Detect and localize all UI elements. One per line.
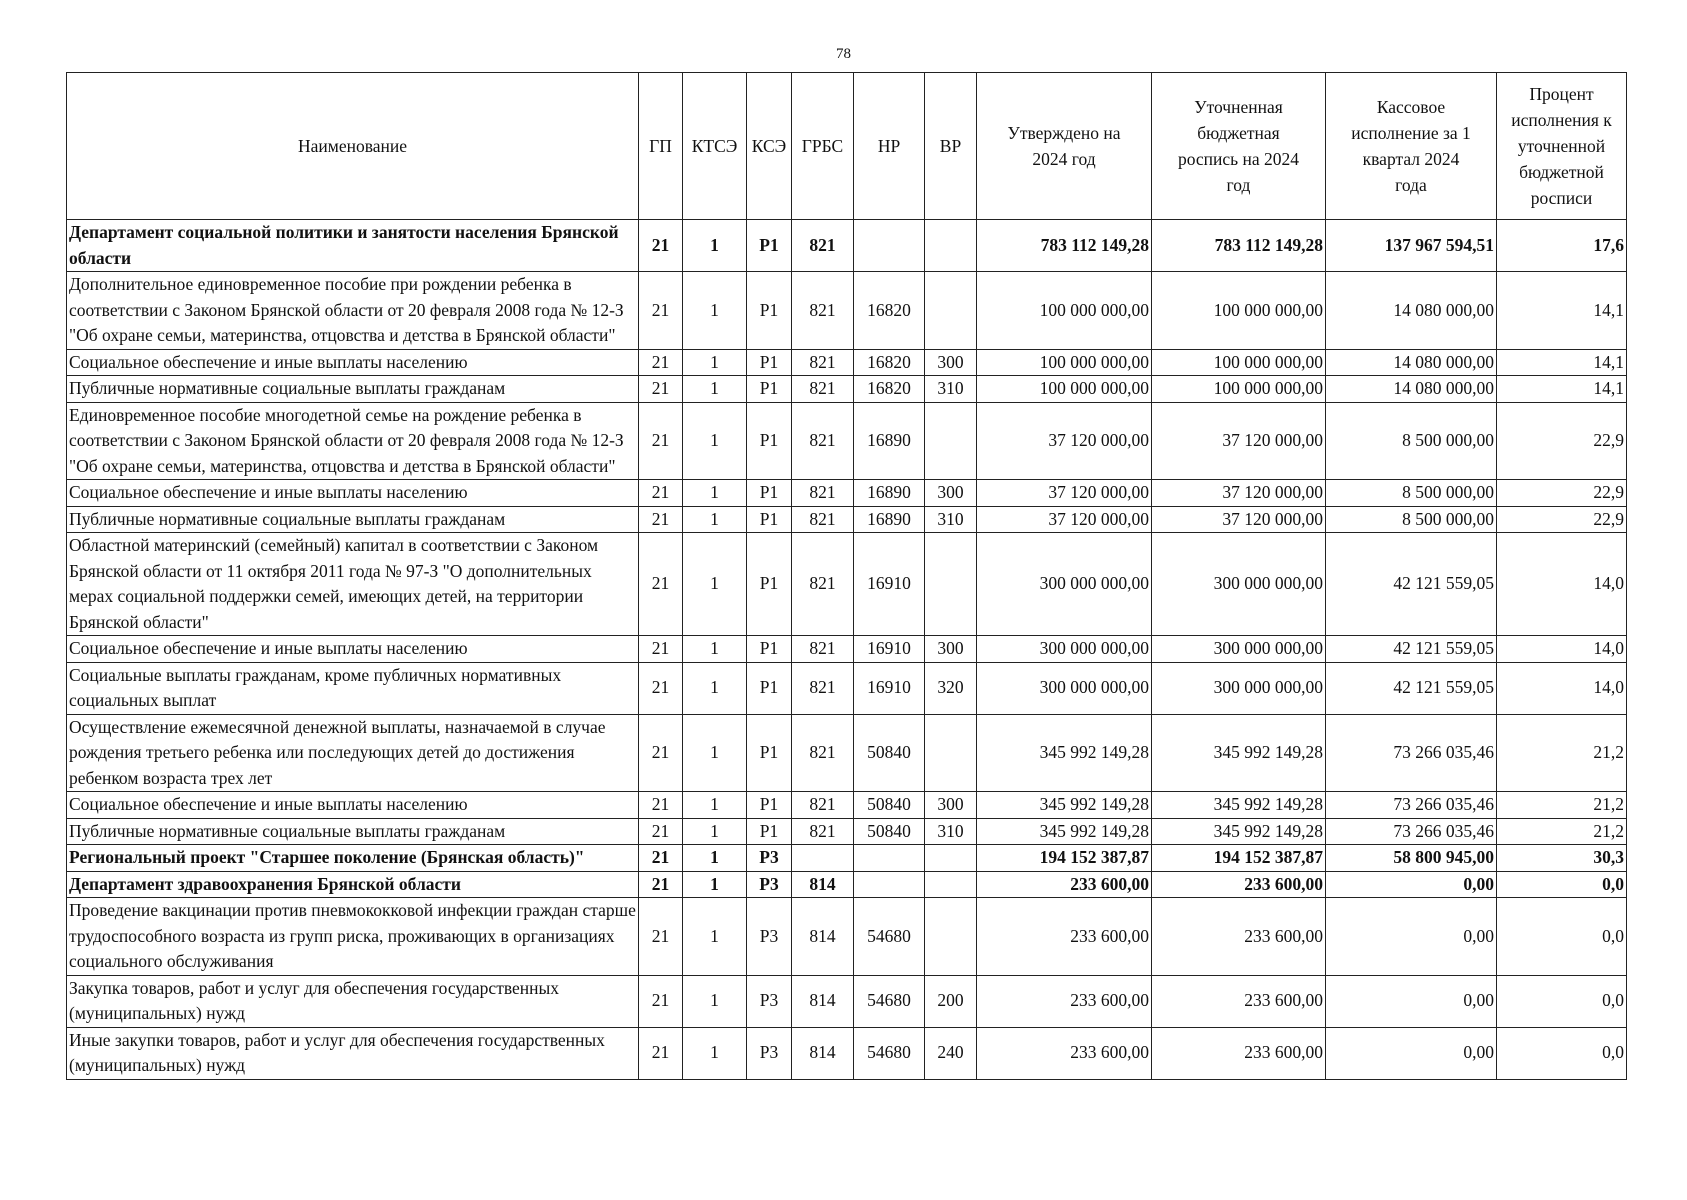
cell-nr: 16890 [854, 506, 925, 533]
cell-percent: 0,0 [1497, 898, 1627, 976]
cell-cash: 14 080 000,00 [1326, 272, 1497, 350]
cell-percent: 14,0 [1497, 533, 1627, 636]
cell-cash: 14 080 000,00 [1326, 376, 1497, 403]
cell-approved: 233 600,00 [977, 898, 1152, 976]
cell-nr: 54680 [854, 975, 925, 1027]
cell-name: Проведение вакцинации против пневмококковой инфекции граждан старше трудоспособного возраста из групп риска, проживающих в организациях социального обслуживания [67, 898, 639, 976]
cell-refined: 233 600,00 [1152, 871, 1326, 898]
cell-gp: 21 [639, 898, 683, 976]
cell-refined: 194 152 387,87 [1152, 845, 1326, 872]
cell-name: Публичные нормативные социальные выплаты гражданам [67, 506, 639, 533]
cell-nr: 16820 [854, 376, 925, 403]
cell-kse: P3 [747, 975, 792, 1027]
cell-cash: 42 121 559,05 [1326, 636, 1497, 663]
cell-grbs: 821 [792, 402, 854, 480]
cell-cash: 8 500 000,00 [1326, 402, 1497, 480]
cell-nr [854, 845, 925, 872]
cell-vr [925, 533, 977, 636]
cell-grbs: 821 [792, 349, 854, 376]
cell-nr: 16910 [854, 662, 925, 714]
cell-vr: 300 [925, 636, 977, 663]
cell-approved: 345 992 149,28 [977, 792, 1152, 819]
cell-approved: 37 120 000,00 [977, 402, 1152, 480]
cell-percent: 21,2 [1497, 714, 1627, 792]
cell-vr [925, 845, 977, 872]
cell-refined: 783 112 149,28 [1152, 220, 1326, 272]
cell-refined: 345 992 149,28 [1152, 792, 1326, 819]
cell-ktse: 1 [683, 272, 747, 350]
cell-nr: 16820 [854, 272, 925, 350]
cell-cash: 137 967 594,51 [1326, 220, 1497, 272]
cell-refined: 100 000 000,00 [1152, 272, 1326, 350]
cell-approved: 194 152 387,87 [977, 845, 1152, 872]
cell-name: Социальное обеспечение и иные выплаты населению [67, 792, 639, 819]
cell-vr: 300 [925, 349, 977, 376]
cell-nr [854, 220, 925, 272]
cell-gp: 21 [639, 376, 683, 403]
cell-cash: 73 266 035,46 [1326, 792, 1497, 819]
cell-ktse: 1 [683, 402, 747, 480]
col-header-gp: ГП [639, 73, 683, 220]
cell-percent: 14,1 [1497, 349, 1627, 376]
cell-grbs: 814 [792, 898, 854, 976]
col-header-kse: КСЭ [747, 73, 792, 220]
table-header [67, 73, 1627, 220]
cell-cash: 0,00 [1326, 1027, 1497, 1079]
cell-ktse: 1 [683, 662, 747, 714]
cell-name: Дополнительное единовременное пособие при рождении ребенка в соответствии с Законом Брянской области от 20 февраля 2008 года № 12-З "Об охране семьи, материнства, отцовства и детства в Брянской области" [67, 272, 639, 350]
cell-percent: 0,0 [1497, 871, 1627, 898]
cell-cash: 73 266 035,46 [1326, 818, 1497, 845]
cell-grbs: 814 [792, 975, 854, 1027]
cell-approved: 300 000 000,00 [977, 662, 1152, 714]
cell-ktse: 1 [683, 845, 747, 872]
cell-gp: 21 [639, 533, 683, 636]
cell-name: Осуществление ежемесячной денежной выплаты, назначаемой в случае рождения третьего ребенка или последующих детей до достижения ребенком возраста трех лет [67, 714, 639, 792]
cell-nr: 50840 [854, 714, 925, 792]
cell-ktse: 1 [683, 376, 747, 403]
cell-cash: 0,00 [1326, 898, 1497, 976]
cell-vr: 310 [925, 818, 977, 845]
cell-gp: 21 [639, 402, 683, 480]
cell-kse: P1 [747, 662, 792, 714]
cell-vr: 310 [925, 506, 977, 533]
cell-ktse: 1 [683, 792, 747, 819]
cell-cash: 14 080 000,00 [1326, 349, 1497, 376]
cell-gp: 21 [639, 506, 683, 533]
cell-vr: 240 [925, 1027, 977, 1079]
cell-grbs: 814 [792, 1027, 854, 1079]
cell-cash: 58 800 945,00 [1326, 845, 1497, 872]
cell-name: Единовременное пособие многодетной семье на рождение ребенка в соответствии с Законом Брянской области от 20 февраля 2008 года № 12-З "Об охране семьи, материнства, отцовства и детства в Брянской области" [67, 402, 639, 480]
table-row [67, 898, 1627, 976]
cell-ktse: 1 [683, 636, 747, 663]
table-row [67, 1027, 1627, 1079]
table-row [67, 845, 1627, 872]
table-row [67, 792, 1627, 819]
table-row [67, 636, 1627, 663]
cell-percent: 22,9 [1497, 506, 1627, 533]
cell-cash: 42 121 559,05 [1326, 662, 1497, 714]
table-row [67, 349, 1627, 376]
cell-approved: 100 000 000,00 [977, 376, 1152, 403]
cell-gp: 21 [639, 662, 683, 714]
budget-table [66, 72, 1627, 1080]
cell-kse: P1 [747, 402, 792, 480]
cell-ktse: 1 [683, 714, 747, 792]
cell-nr: 16910 [854, 533, 925, 636]
cell-grbs [792, 845, 854, 872]
cell-name: Социальное обеспечение и иные выплаты населению [67, 349, 639, 376]
col-header-cash: Кассовое исполнение за 1 квартал 2024 года [1326, 73, 1497, 220]
cell-vr [925, 402, 977, 480]
cell-approved: 233 600,00 [977, 975, 1152, 1027]
cell-ktse: 1 [683, 1027, 747, 1079]
table-row [67, 975, 1627, 1027]
page-number: 78 [836, 46, 851, 62]
cell-percent: 21,2 [1497, 792, 1627, 819]
cell-name: Социальное обеспечение и иные выплаты населению [67, 480, 639, 507]
cell-percent: 14,1 [1497, 272, 1627, 350]
cell-refined: 300 000 000,00 [1152, 636, 1326, 663]
cell-vr [925, 898, 977, 976]
cell-vr: 310 [925, 376, 977, 403]
cell-percent: 0,0 [1497, 975, 1627, 1027]
cell-nr: 16820 [854, 349, 925, 376]
table-row [67, 402, 1627, 480]
cell-name: Иные закупки товаров, работ и услуг для обеспечения государственных (муниципальных) нужд [67, 1027, 639, 1079]
cell-kse: P1 [747, 533, 792, 636]
cell-refined: 233 600,00 [1152, 975, 1326, 1027]
cell-nr: 54680 [854, 1027, 925, 1079]
cell-percent: 14,0 [1497, 636, 1627, 663]
cell-grbs: 821 [792, 220, 854, 272]
cell-kse: P1 [747, 480, 792, 507]
cell-refined: 37 120 000,00 [1152, 506, 1326, 533]
cell-refined: 300 000 000,00 [1152, 662, 1326, 714]
cell-percent: 0,0 [1497, 1027, 1627, 1079]
cell-kse: P3 [747, 845, 792, 872]
cell-kse: P3 [747, 871, 792, 898]
cell-kse: P1 [747, 792, 792, 819]
cell-percent: 21,2 [1497, 818, 1627, 845]
cell-name: Департамент здравоохранения Брянской области [67, 871, 639, 898]
cell-name: Закупка товаров, работ и услуг для обеспечения государственных (муниципальных) нужд [67, 975, 639, 1027]
cell-vr: 300 [925, 792, 977, 819]
cell-kse: P1 [747, 818, 792, 845]
cell-cash: 8 500 000,00 [1326, 480, 1497, 507]
cell-grbs: 821 [792, 636, 854, 663]
cell-percent: 22,9 [1497, 402, 1627, 480]
cell-kse: P1 [747, 376, 792, 403]
cell-name: Публичные нормативные социальные выплаты гражданам [67, 818, 639, 845]
table-row [67, 376, 1627, 403]
cell-nr: 16890 [854, 480, 925, 507]
cell-kse: P1 [747, 506, 792, 533]
cell-approved: 300 000 000,00 [977, 636, 1152, 663]
cell-refined: 100 000 000,00 [1152, 376, 1326, 403]
cell-cash: 42 121 559,05 [1326, 533, 1497, 636]
cell-gp: 21 [639, 975, 683, 1027]
cell-approved: 233 600,00 [977, 1027, 1152, 1079]
cell-gp: 21 [639, 714, 683, 792]
cell-ktse: 1 [683, 480, 747, 507]
cell-approved: 345 992 149,28 [977, 818, 1152, 845]
col-header-nr: НР [854, 73, 925, 220]
cell-gp: 21 [639, 1027, 683, 1079]
cell-grbs: 821 [792, 662, 854, 714]
cell-kse: P1 [747, 349, 792, 376]
cell-ktse: 1 [683, 975, 747, 1027]
cell-nr: 16910 [854, 636, 925, 663]
cell-name: Областной материнский (семейный) капитал в соответствии с Законом Брянской области от 11 октября 2011 года № 97-З "О дополнительных мерах социальной поддержки семей, имеющих детей, на территории Брянской области" [67, 533, 639, 636]
table-row [67, 871, 1627, 898]
col-header-approved: Утверждено на 2024 год [977, 73, 1152, 220]
cell-refined: 345 992 149,28 [1152, 818, 1326, 845]
table-row [67, 714, 1627, 792]
table-row [67, 480, 1627, 507]
cell-approved: 783 112 149,28 [977, 220, 1152, 272]
col-header-grbs: ГРБС [792, 73, 854, 220]
table-row [67, 220, 1627, 272]
cell-vr [925, 871, 977, 898]
cell-refined: 37 120 000,00 [1152, 480, 1326, 507]
cell-ktse: 1 [683, 533, 747, 636]
cell-gp: 21 [639, 272, 683, 350]
cell-grbs: 821 [792, 792, 854, 819]
cell-cash: 73 266 035,46 [1326, 714, 1497, 792]
col-header-ktse: КТСЭ [683, 73, 747, 220]
col-header-refined: Уточненная бюджетная роспись на 2024 год [1152, 73, 1326, 220]
cell-vr: 320 [925, 662, 977, 714]
cell-cash: 8 500 000,00 [1326, 506, 1497, 533]
cell-ktse: 1 [683, 818, 747, 845]
cell-ktse: 1 [683, 220, 747, 272]
cell-approved: 233 600,00 [977, 871, 1152, 898]
cell-percent: 30,3 [1497, 845, 1627, 872]
cell-refined: 37 120 000,00 [1152, 402, 1326, 480]
cell-kse: P1 [747, 220, 792, 272]
cell-name: Департамент социальной политики и занятости населения Брянской области [67, 220, 639, 272]
cell-grbs: 821 [792, 480, 854, 507]
cell-grbs: 814 [792, 871, 854, 898]
cell-gp: 21 [639, 818, 683, 845]
cell-grbs: 821 [792, 272, 854, 350]
cell-gp: 21 [639, 349, 683, 376]
table-row [67, 272, 1627, 350]
cell-nr [854, 871, 925, 898]
cell-nr: 50840 [854, 792, 925, 819]
cell-kse: P1 [747, 714, 792, 792]
cell-refined: 345 992 149,28 [1152, 714, 1326, 792]
cell-approved: 300 000 000,00 [977, 533, 1152, 636]
cell-approved: 100 000 000,00 [977, 272, 1152, 350]
table-row [67, 662, 1627, 714]
cell-vr: 200 [925, 975, 977, 1027]
cell-percent: 14,1 [1497, 376, 1627, 403]
cell-refined: 233 600,00 [1152, 898, 1326, 976]
cell-name: Региональный проект "Старшее поколение (Брянская область)" [67, 845, 639, 872]
col-header-percent: Процент исполнения к уточненной бюджетной росписи [1497, 73, 1627, 220]
cell-percent: 22,9 [1497, 480, 1627, 507]
cell-kse: P3 [747, 1027, 792, 1079]
cell-nr: 54680 [854, 898, 925, 976]
col-header-name: Наименование [67, 73, 639, 220]
cell-name: Социальные выплаты гражданам, кроме публичных нормативных социальных выплат [67, 662, 639, 714]
cell-approved: 100 000 000,00 [977, 349, 1152, 376]
cell-gp: 21 [639, 220, 683, 272]
table-row [67, 506, 1627, 533]
cell-gp: 21 [639, 871, 683, 898]
cell-ktse: 1 [683, 349, 747, 376]
cell-ktse: 1 [683, 506, 747, 533]
cell-nr: 16890 [854, 402, 925, 480]
cell-ktse: 1 [683, 898, 747, 976]
cell-vr [925, 714, 977, 792]
header-row [67, 73, 1627, 220]
cell-gp: 21 [639, 636, 683, 663]
cell-refined: 300 000 000,00 [1152, 533, 1326, 636]
cell-grbs: 821 [792, 818, 854, 845]
cell-kse: P1 [747, 636, 792, 663]
cell-name: Социальное обеспечение и иные выплаты населению [67, 636, 639, 663]
cell-grbs: 821 [792, 714, 854, 792]
cell-cash: 0,00 [1326, 975, 1497, 1027]
cell-nr: 50840 [854, 818, 925, 845]
cell-approved: 345 992 149,28 [977, 714, 1152, 792]
cell-grbs: 821 [792, 533, 854, 636]
cell-approved: 37 120 000,00 [977, 506, 1152, 533]
cell-gp: 21 [639, 480, 683, 507]
cell-vr: 300 [925, 480, 977, 507]
cell-name: Публичные нормативные социальные выплаты гражданам [67, 376, 639, 403]
cell-grbs: 821 [792, 506, 854, 533]
cell-gp: 21 [639, 845, 683, 872]
cell-refined: 233 600,00 [1152, 1027, 1326, 1079]
cell-gp: 21 [639, 792, 683, 819]
cell-percent: 14,0 [1497, 662, 1627, 714]
cell-kse: P3 [747, 898, 792, 976]
cell-vr [925, 272, 977, 350]
cell-cash: 0,00 [1326, 871, 1497, 898]
table-row [67, 533, 1627, 636]
cell-refined: 100 000 000,00 [1152, 349, 1326, 376]
cell-grbs: 821 [792, 376, 854, 403]
col-header-vr: ВР [925, 73, 977, 220]
cell-approved: 37 120 000,00 [977, 480, 1152, 507]
table-row [67, 818, 1627, 845]
table-body [67, 220, 1627, 1080]
cell-vr [925, 220, 977, 272]
cell-percent: 17,6 [1497, 220, 1627, 272]
cell-ktse: 1 [683, 871, 747, 898]
cell-kse: P1 [747, 272, 792, 350]
